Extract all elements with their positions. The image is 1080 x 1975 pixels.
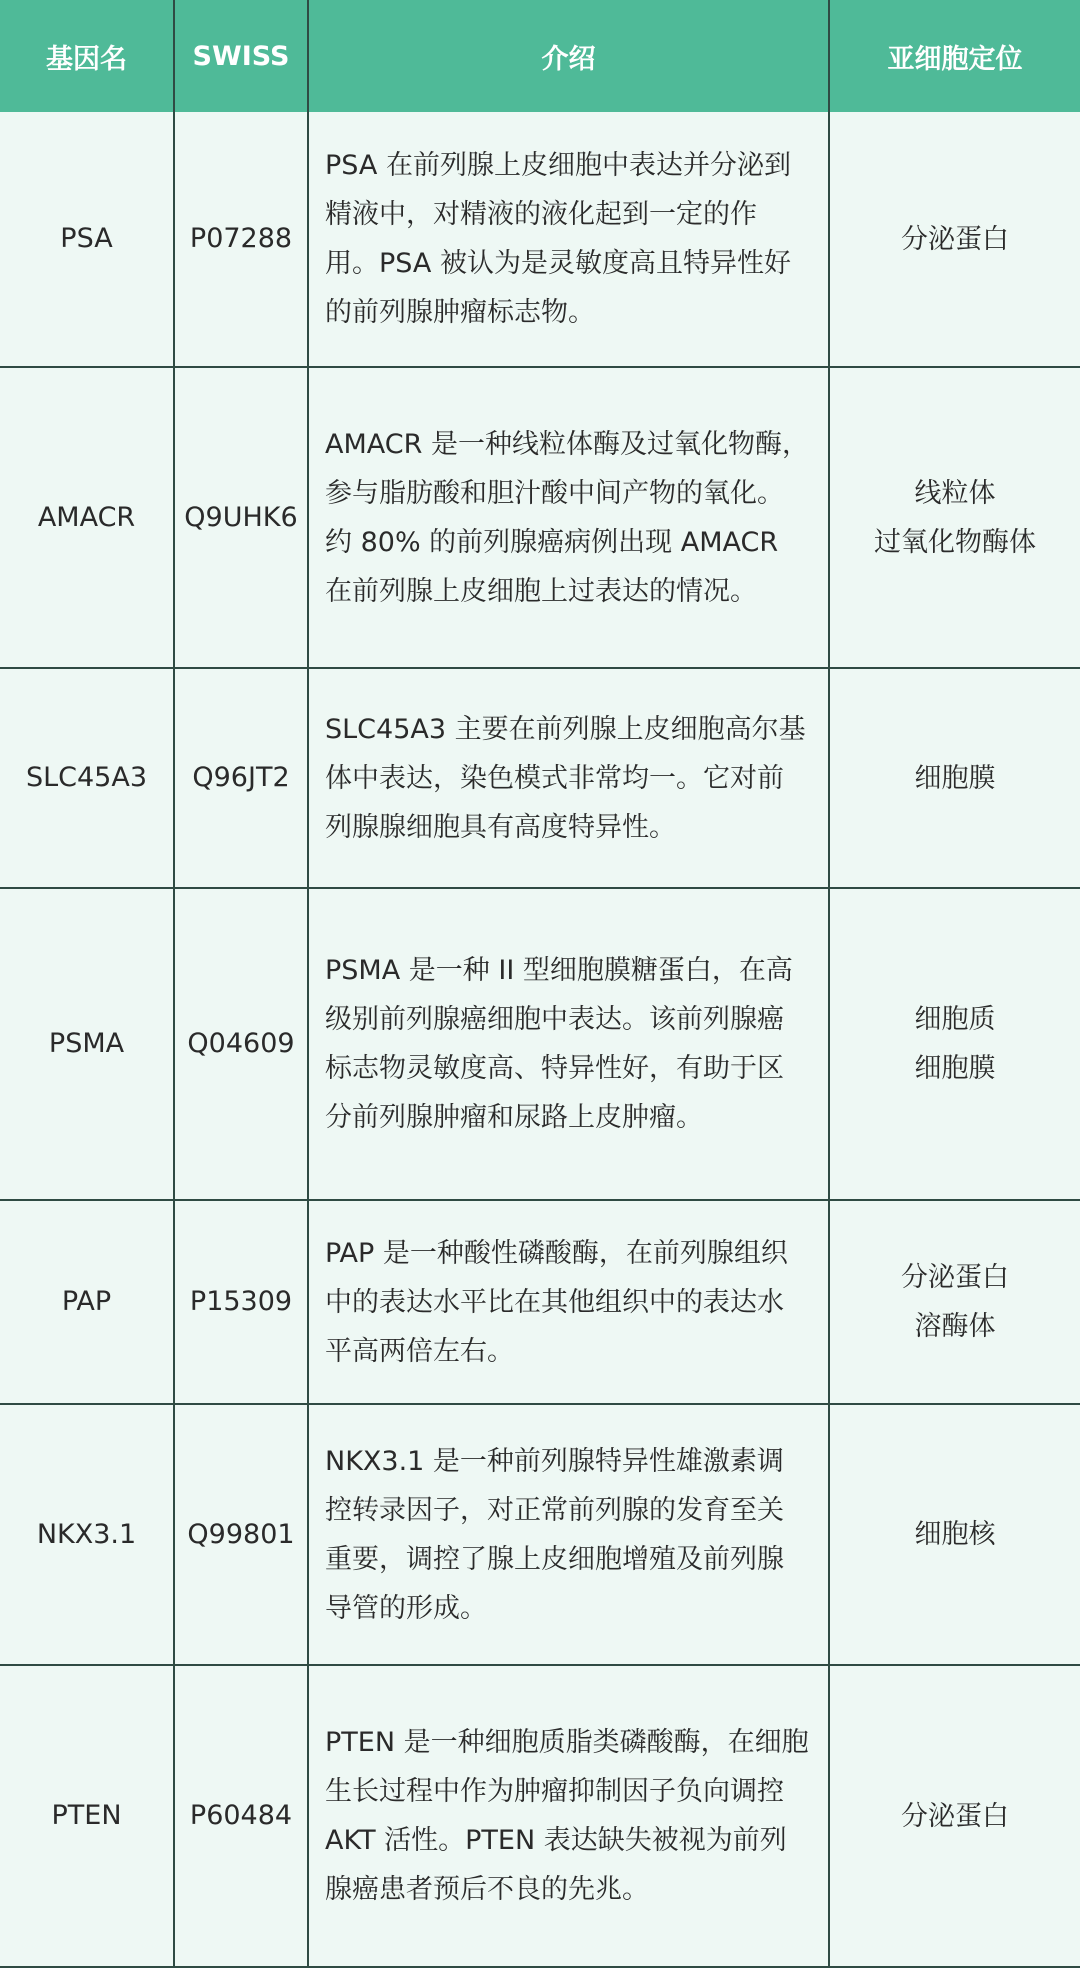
- gene-description: PSA 在前列腺上皮细胞中表达并分泌到精液中，对精液的液化起到一定的作用。PSA 被认为是灵敏度高且特异性好的前列腺肿瘤标志物。: [308, 112, 829, 367]
- location-line: 细胞质: [914, 1004, 996, 1035]
- header-gene: 基因名: [0, 0, 174, 112]
- gene-name: PSMA: [0, 888, 174, 1200]
- gene-name: SLC45A3: [0, 668, 174, 888]
- gene-description: NKX3.1 是一种前列腺特异性雄激素调控转录因子，对正常前列腺的发育至关重要，调控了腺上皮细胞增殖及前列腺导管的形成。: [308, 1404, 829, 1665]
- location-line: 细胞膜: [914, 762, 996, 794]
- swiss-id: Q9UHK6: [174, 367, 308, 668]
- header-swiss: SWISS: [174, 0, 308, 112]
- gene-description: AMACR 是一种线粒体酶及过氧化物酶，参与脂肪酸和胆汁酸中间产物的氧化。约 80% 的前列腺癌病例出现 AMACR 在前列腺上皮细胞上过表达的情况。: [308, 367, 829, 668]
- swiss-id: P15309: [174, 1200, 308, 1404]
- table-row: [0, 367, 1080, 668]
- location-line: 分泌蛋白: [901, 1262, 1009, 1293]
- location-line: 分泌蛋白: [901, 223, 1009, 255]
- table-row: [0, 1200, 1080, 1404]
- table-row: [0, 112, 1080, 367]
- subcellular-location: [829, 367, 1080, 668]
- header-location: 亚细胞定位: [829, 0, 1080, 112]
- gene-description: PSMA 是一种 II 型细胞膜糖蛋白，在高级别前列腺癌细胞中表达。该前列腺癌标志物灵敏度高、特异性好，有助于区分前列腺肿瘤和尿路上皮肿瘤。: [308, 888, 829, 1200]
- gene-description: SLC45A3 主要在前列腺上皮细胞高尔基体中表达，染色模式非常均一。它对前列腺腺细胞具有高度特异性。: [308, 668, 829, 888]
- subcellular-location: [829, 668, 1080, 888]
- gene-name: PTEN: [0, 1665, 174, 1967]
- swiss-id: Q04609: [174, 888, 308, 1200]
- swiss-id: P60484: [174, 1665, 308, 1967]
- subcellular-location: [829, 1404, 1080, 1665]
- table-row: [0, 1665, 1080, 1967]
- gene-name: NKX3.1: [0, 1404, 174, 1665]
- swiss-id: Q96JT2: [174, 668, 308, 888]
- subcellular-location: [829, 1200, 1080, 1404]
- location-line: 过氧化物酶体: [874, 526, 1036, 558]
- swiss-id: P07288: [174, 112, 308, 367]
- table-row: [0, 668, 1080, 888]
- location-line: 线粒体: [914, 477, 996, 509]
- gene-name: PSA: [0, 112, 174, 367]
- gene-description: PAP 是一种酸性磷酸酶，在前列腺组织中的表达水平比在其他组织中的表达水平高两倍左右。: [308, 1200, 829, 1404]
- location-line: 分泌蛋白: [901, 1800, 1009, 1832]
- header-desc: 介绍: [308, 0, 829, 112]
- header-row: [0, 0, 1080, 112]
- subcellular-location: [829, 888, 1080, 1200]
- subcellular-location: [829, 112, 1080, 367]
- gene-description: PTEN 是一种细胞质脂类磷酸酶，在细胞生长过程中作为肿瘤抑制因子负向调控 AKT 活性。PTEN 表达缺失被视为前列腺癌患者预后不良的先兆。: [308, 1665, 829, 1967]
- location-line: 细胞核: [914, 1519, 996, 1550]
- location-line: 细胞膜: [914, 1053, 996, 1084]
- swiss-id: Q99801: [174, 1404, 308, 1665]
- table-header: [0, 0, 1080, 112]
- location-line: 溶酶体: [914, 1311, 996, 1342]
- table-row: [0, 888, 1080, 1200]
- gene-name: PAP: [0, 1200, 174, 1404]
- gene-name: AMACR: [0, 367, 174, 668]
- table-row: [0, 1404, 1080, 1665]
- subcellular-location: [829, 1665, 1080, 1967]
- table-body: [0, 112, 1080, 1967]
